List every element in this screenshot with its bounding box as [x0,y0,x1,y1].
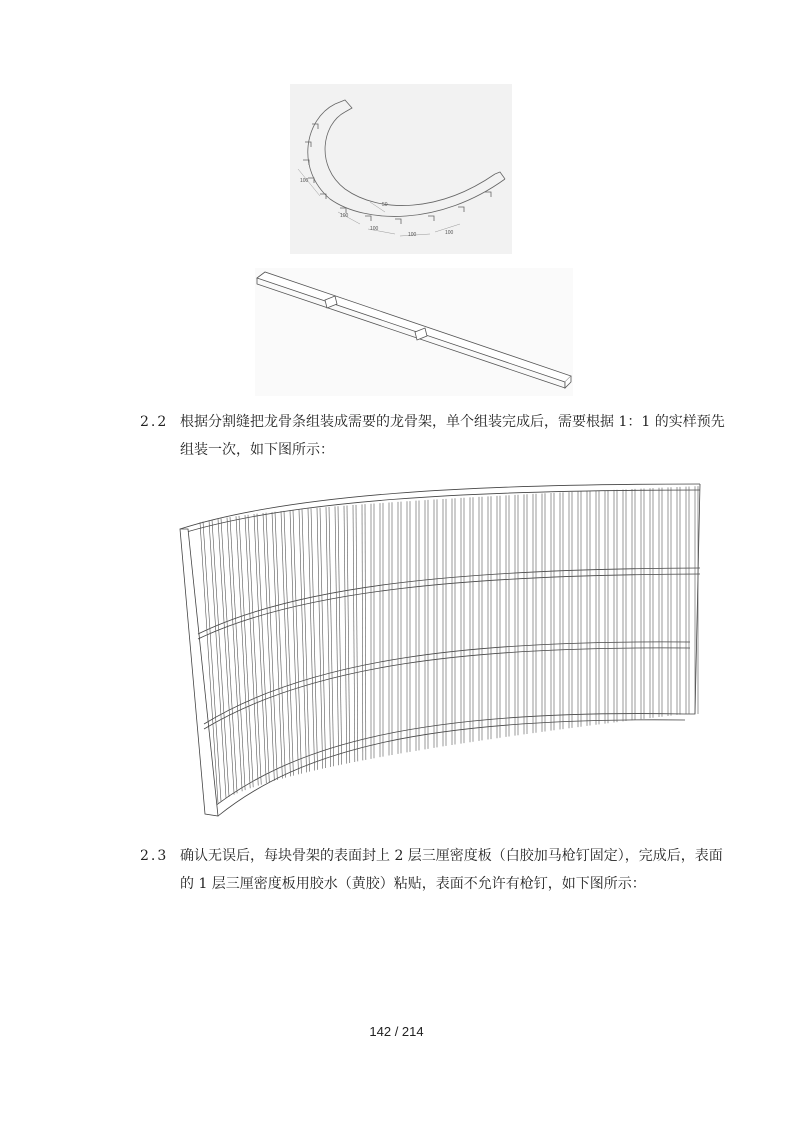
paragraph-line: 确认无误后，每块骨架的表面封上 2 层三厘密度板（白胶加马枪钉固定），完成后，表面 [180,848,723,864]
frame-stud-edge [365,504,366,760]
curved-keel-frame-figure [170,474,712,820]
dimension-label: 100 [300,178,309,184]
dimension-label: 50 [382,202,388,208]
frame-stud [308,509,315,771]
frame-stud-edge [338,506,342,764]
frame-stud-edge [356,505,358,762]
dimension-label: 100 [370,226,379,232]
frame-stud [272,512,282,778]
page-number: 142 / 214 [369,1024,424,1039]
frame-stud-edge [266,513,277,780]
paragraph-line: 根据分割缝把龙骨条组装成需要的龙骨架，单个组装完成后，需要根据 1：1 的实样预先 [180,414,725,430]
section-2-3 [140,842,730,902]
section-number: 2.2 [140,414,169,430]
frame-stud-edge [320,508,326,768]
frame-stud [236,516,250,788]
dimension-label: 100 [445,230,454,236]
frame-stud-edge [248,515,261,785]
frame-stud-edge [311,508,318,769]
section-number: 2.3 [140,848,169,864]
curved-slot-template-drawing [290,84,512,254]
frame-stud [263,513,274,781]
dimension-label: 100 [340,213,349,219]
frame-stud [317,508,323,769]
dimension-label: 100 [408,232,417,238]
frame-stud-edge [275,512,285,778]
curved-slot-template-figure [290,84,512,254]
frame-stud [362,504,363,760]
frame-stud-edge [239,516,253,787]
straight-slot-strip-drawing [255,268,573,396]
frame-stud [344,506,347,764]
section-2-2 [140,408,730,468]
curved-keel-frame-drawing [170,474,712,820]
frame-stud [245,515,258,785]
straight-slot-strip-figure [255,268,573,396]
frame-stud [335,506,339,765]
frame-stud-edge [347,505,350,762]
paragraph-line: 的 1 层三厘密度板用胶水（黄胶）粘贴，表面不允许有枪钉，如下图所示： [180,876,646,892]
frame-stud [353,505,355,762]
frame-stud-edge [302,509,310,771]
paragraph-line: 组装一次，如下图所示： [180,442,334,458]
